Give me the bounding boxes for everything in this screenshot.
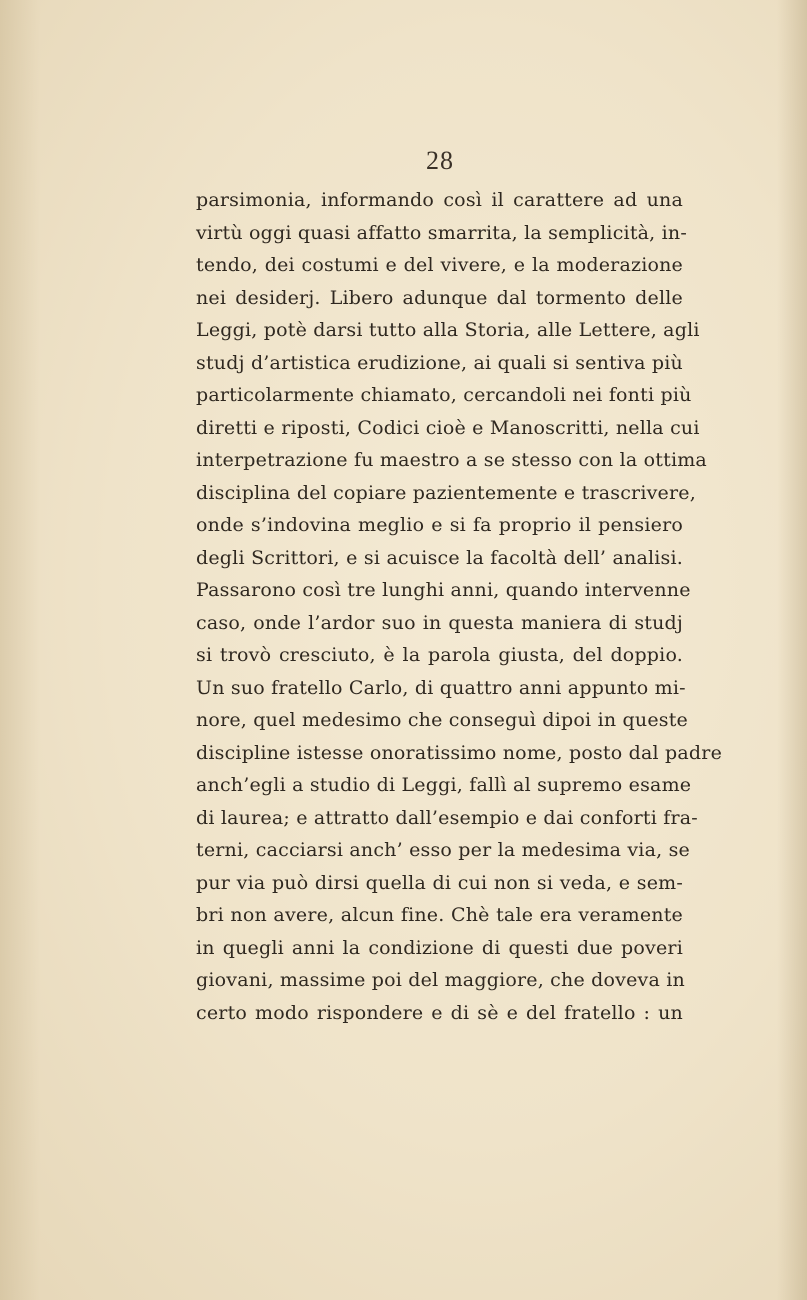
page-number: 28 — [426, 146, 454, 175]
body-text — [196, 184, 723, 1029]
text-line: onde s’indovina meglio e si fa proprio il pensiero — [196, 514, 683, 536]
text-line: si trovò cresciuto, è la parola giusta, del doppio. — [196, 644, 683, 666]
text-line: interpetrazione fu maestro a se stesso con la ottima — [196, 449, 707, 471]
text-line: anch’egli a studio di Leggi, fallì al supremo esame — [196, 774, 692, 796]
text-line: virtù oggi quasi affatto smarrita, la semplicità, in- — [196, 221, 687, 244]
page-shadow-left — [0, 0, 40, 1300]
text-line: Un suo fratello Carlo, di quattro anni appunto mi- — [196, 676, 686, 699]
text-line: degli Scrittori, e si acuisce la facoltà dell’ analisi. — [196, 546, 683, 569]
text-line: di laurea; e attratto dall’esempio e dai conforti fra- — [196, 806, 698, 829]
text-line: nei desiderj. Libero adunque dal tormento delle — [196, 286, 683, 309]
text-line: nore, quel medesimo che conseguì dipoi in queste — [196, 709, 689, 731]
text-line: discipline istesse onoratissimo nome, posto dal padre — [196, 741, 723, 764]
text-line: caso, onde l’ardor suo in questa maniera di studj — [196, 611, 683, 634]
text-line: tendo, dei costumi e del vivere, e la moderazione — [196, 254, 683, 276]
page-shadow-right — [777, 0, 807, 1300]
text-line: disciplina del copiare pazientemente e trascrivere, — [196, 481, 696, 504]
text-line: studj d’artistica erudizione, ai quali si sentiva più — [196, 351, 683, 374]
text-line: particolarmente chiamato, cercandoli nei fonti più — [196, 384, 692, 406]
text-line: pur via può dirsi quella di cui non si veda, e sem- — [196, 871, 683, 894]
text-line: bri non avere, alcun fine. Chè tale era veramente — [196, 904, 683, 926]
text-line: terni, cacciarsi anch’ esso per la medesima via, se — [196, 839, 690, 861]
text-line: in quegli anni la condizione di questi due poveri — [196, 936, 683, 959]
text-line: diretti e riposti, Codici cioè e Manoscritti, nella cui — [196, 416, 700, 439]
text-line: Leggi, potè darsi tutto alla Storia, alle Lettere, agli — [196, 319, 700, 341]
text-line: giovani, massime poi del maggiore, che doveva in — [196, 969, 685, 991]
text-line: certo modo rispondere e di sè e del fratello : un — [196, 1001, 683, 1024]
text-line: parsimonia, informando così il carattere ad una — [196, 189, 683, 211]
text-line: Passarono così tre lunghi anni, quando intervenne — [196, 579, 691, 601]
